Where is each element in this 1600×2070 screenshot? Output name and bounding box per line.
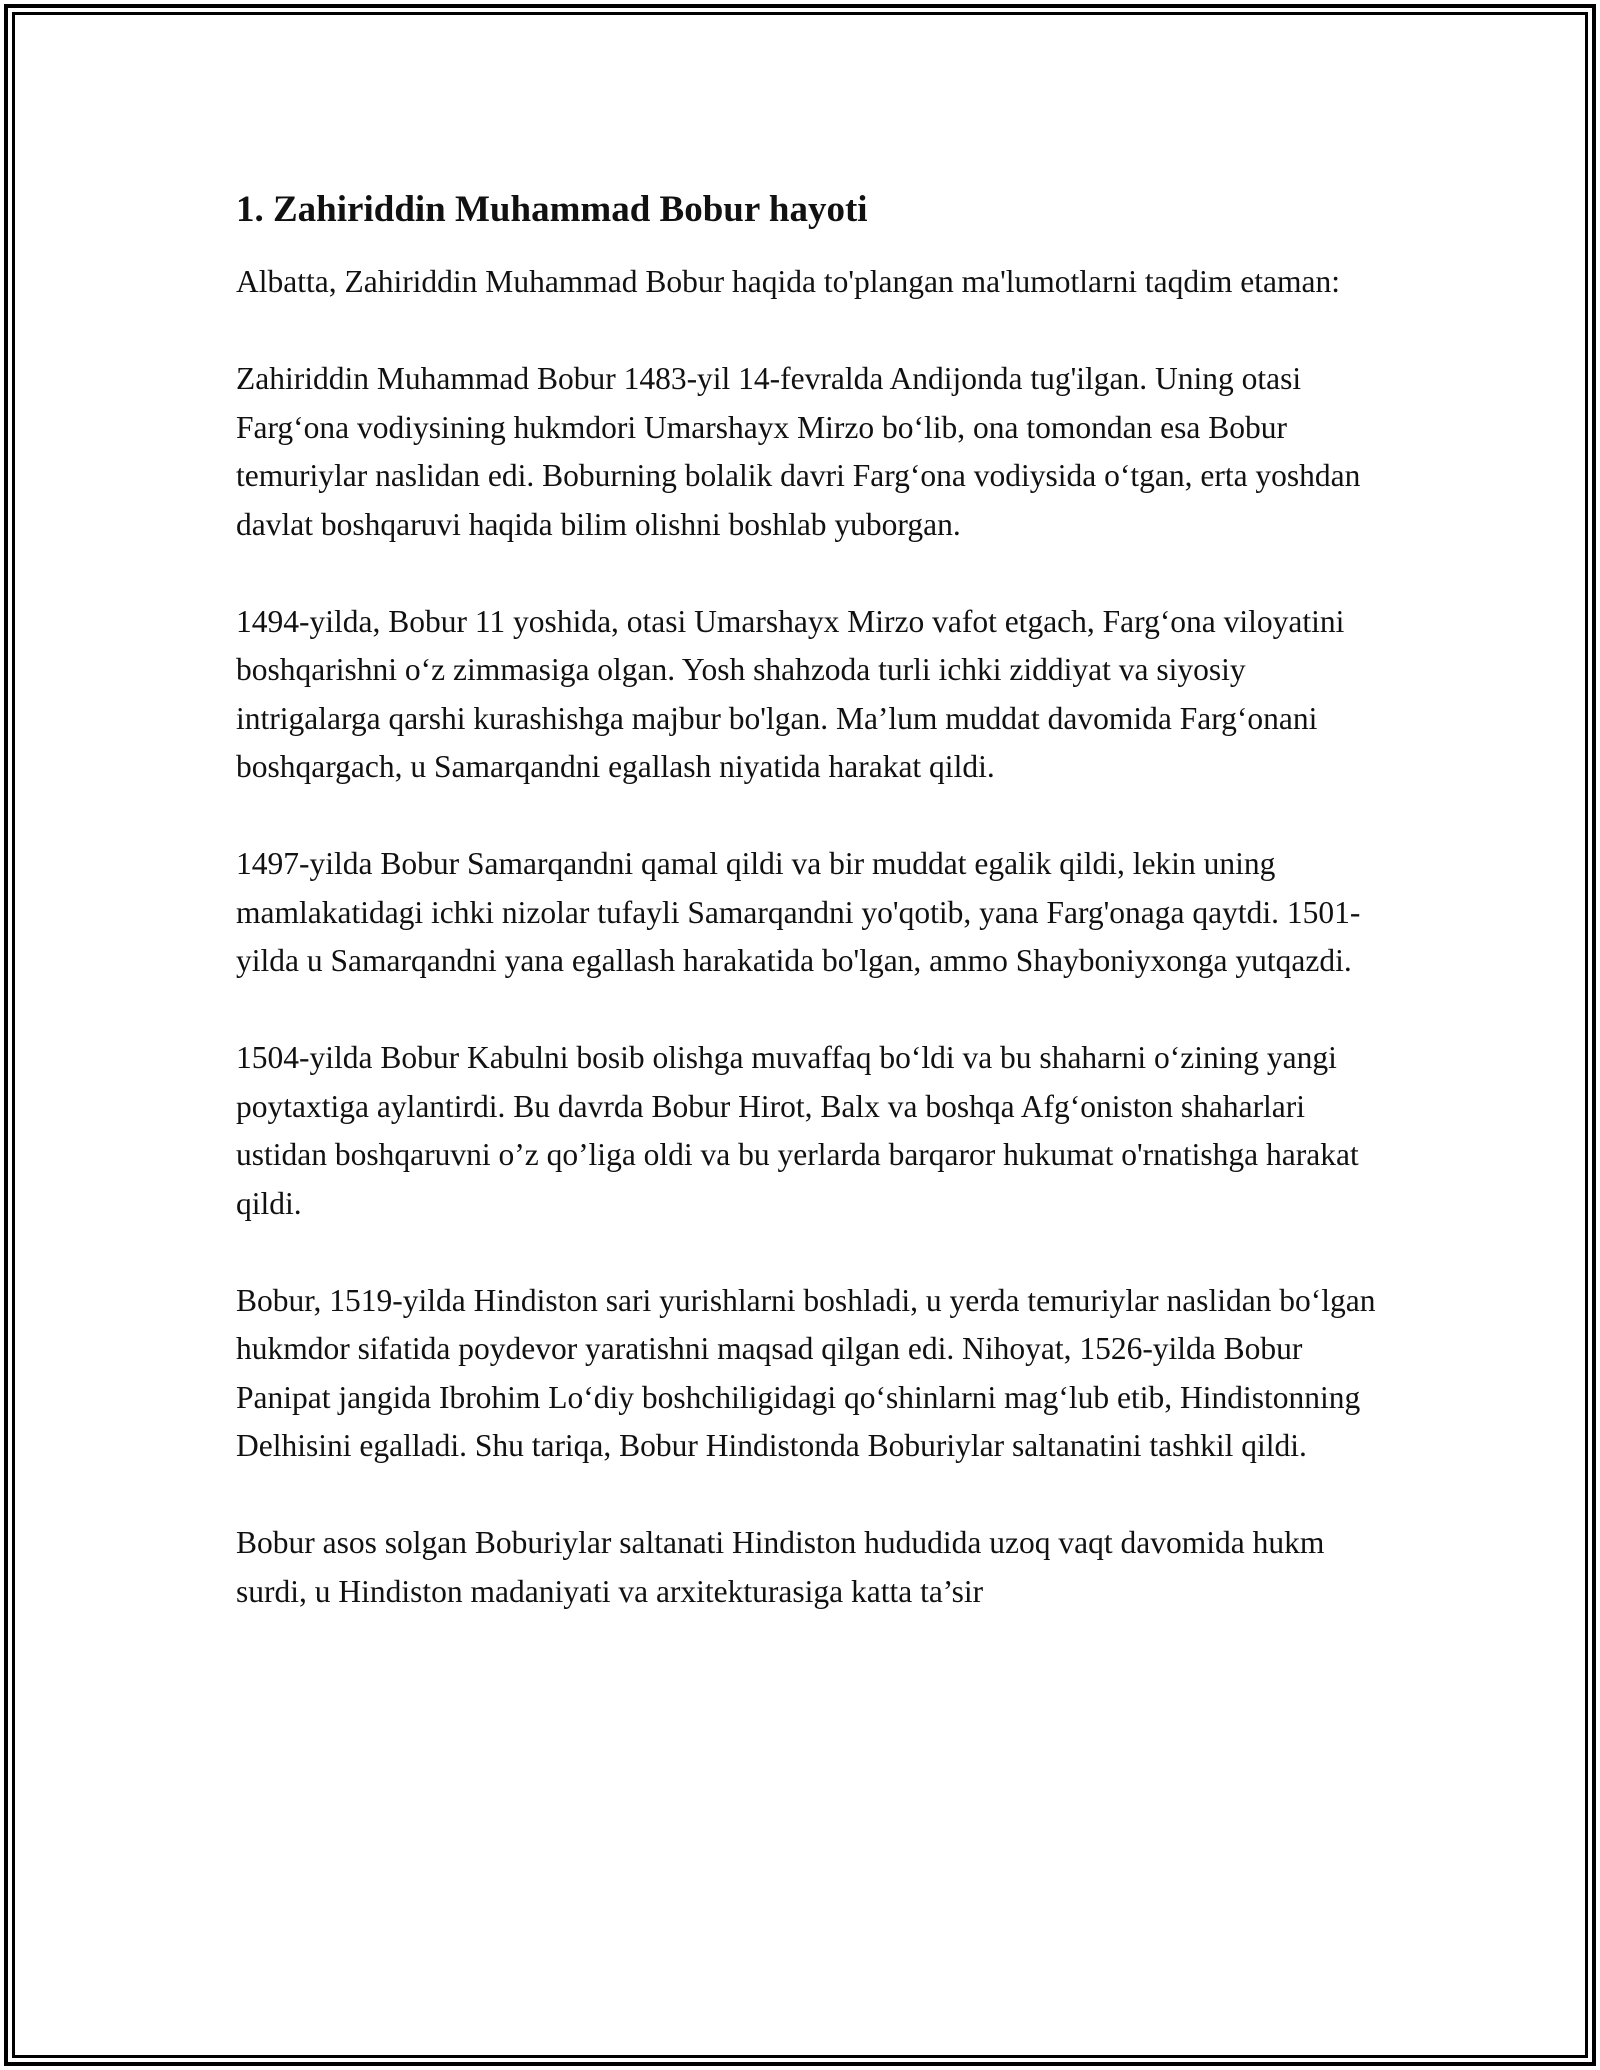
paragraph-1519: Bobur, 1519-yilda Hindiston sari yurishlarni boshladi, u yerda temuriylar naslidan bo‘lgan hukmdor sifatida poydevor yaratishni maqsad qilgan edi. Nihoyat, 1526-yilda Bobur Panipat jangida Ibrohim Lo‘diy boshchiligidagi qo‘shinlarni mag‘lub etib, Hindistonning Delhisini egalladi. Shu tariqa, Bobur Hindistonda Boburiylar saltanatini tashkil qildi. <box>236 1282 1376 1463</box>
paragraph-intro: Albatta, Zahiriddin Muhammad Bobur haqida to'plangan ma'lumotlarni taqdim etaman: <box>236 264 1340 299</box>
paragraph-1494: 1494-yilda, Bobur 11 yoshida, otasi Umarshayx Mirzo vafot etgach, Farg‘ona viloyatini boshqarishni o‘z zimmasiga olgan. Yosh shahzoda turli ichki ziddiyat va siyosiy intrigalarga qarshi kurashishga majbur bo'lgan. Ma’lum muddat davomida Farg‘onani boshqargach, u Samarqandni egallash niyatida harakat qildi. <box>236 603 1345 784</box>
paragraph-legacy: Bobur asos solgan Boburiylar saltanati Hindiston hududida uzoq vaqt davomida hukm surdi, u Hindiston madaniyati va arxitekturasiga katta ta’sir <box>236 1525 1325 1609</box>
section-heading: 1. Zahiriddin Muhammad Bobur hayoti <box>236 189 868 230</box>
paragraph-birth: Zahiriddin Muhammad Bobur 1483-yil 14-fevralda Andijonda tug'ilgan. Uning otasi Farg‘ona vodiysining hukmdori Umarshayx Mirzo bo‘lib, ona tomondan esa Bobur temuriylar naslidan edi. Boburning bolalik davri Farg‘ona vodiysida o‘tgan, erta yoshdan davlat boshqaruvi haqida bilim olishni boshlab yuborgan. <box>236 361 1361 542</box>
document-body <box>236 186 1386 1616</box>
paragraph-1497: 1497-yilda Bobur Samarqandni qamal qildi va bir muddat egalik qildi, lekin uning mamlakatidagi ichki nizolar tufayli Samarqandni yo'qotib, yana Farg'onaga qaytdi. 1501-yilda u Samarqandni yana egallash harakatida bo'lgan, ammo Shayboniyxonga yutqazdi. <box>236 846 1361 978</box>
paragraph-1504: 1504-yilda Bobur Kabulni bosib olishga muvaffaq bo‘ldi va bu shaharni o‘zining yangi poytaxtiga aylantirdi. Bu davrda Bobur Hirot, Balx va boshqa Afg‘oniston shaharlari ustidan boshqaruvni o’z qo’liga oldi va bu yerlarda barqaror hukumat o'rnatishga harakat qildi. <box>236 1040 1359 1221</box>
